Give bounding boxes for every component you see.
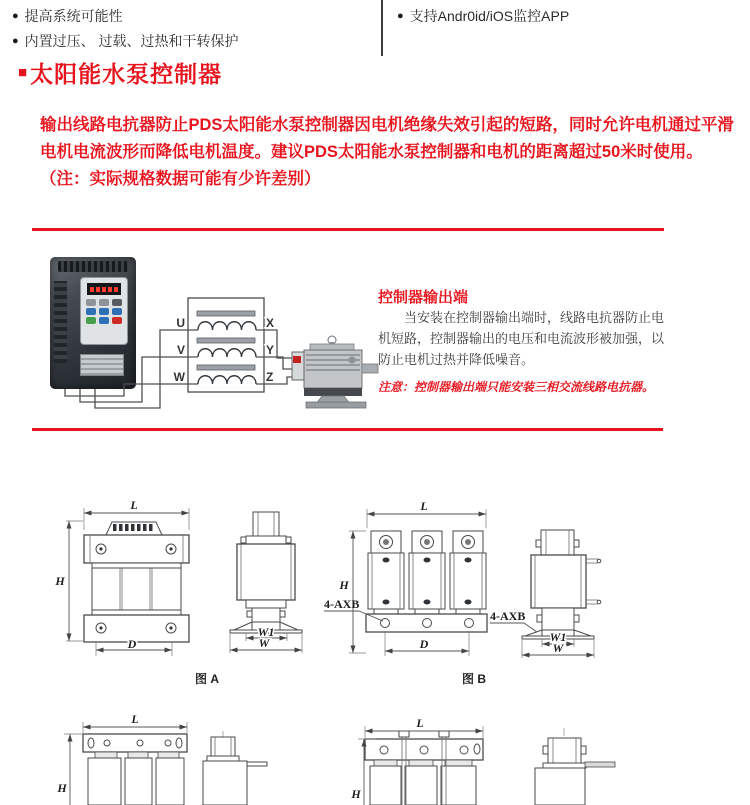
output-side-note: 注意：控制器输出端只能安装三相交流线路电抗器。 — [378, 380, 655, 394]
feature-list-left — [12, 4, 239, 54]
dim-label-D: D — [419, 637, 429, 651]
figure-b-side-drawing — [490, 530, 601, 658]
dim-label-W: W — [258, 636, 270, 650]
page-title: 太阳能水泵控制器 — [30, 61, 223, 87]
dim-label-L: L — [416, 716, 424, 730]
section-heading — [18, 56, 222, 89]
dim-label-H: H — [57, 781, 67, 795]
figure-a-front-drawing — [54, 498, 189, 656]
dim-label-W1: W1 — [549, 630, 567, 644]
output-side-heading: 控制器输出端 — [378, 289, 469, 306]
figure-a-caption: 图 A — [195, 672, 220, 686]
dim-label-L: L — [130, 498, 138, 512]
dim-label-H: H — [351, 787, 361, 801]
intro-paragraph: 输出线路电抗器防止PDS太阳能水泵控制器因电机绝缘失效引起的短路，同时允许电机通过平滑电机电流波形而降低电机温度。建议PDS太阳能水泵控制器和电机的距离超过50米时使用。（注：实际规格数据可能有少许差别） — [40, 116, 734, 188]
motor-indicator — [293, 356, 301, 363]
terminal-label-z: Z — [266, 370, 274, 384]
feature-item — [12, 4, 239, 29]
dimension-drawings — [0, 440, 750, 805]
hole-callout-label: 4-AXB — [490, 609, 526, 623]
figure-c-front-drawing — [56, 712, 187, 805]
terminal-label-x: X — [266, 316, 275, 330]
dim-label-L: L — [420, 499, 428, 513]
wire-w — [65, 384, 198, 396]
feature-item — [397, 4, 569, 29]
figure-d-side-drawing — [535, 728, 615, 805]
terminal-label-w: W — [173, 370, 185, 384]
red-divider-top — [32, 228, 664, 231]
bullet-icon: ● — [397, 10, 404, 22]
terminal-label-u: U — [176, 316, 185, 330]
dim-label-W1: W1 — [257, 625, 275, 639]
motor-image — [292, 336, 378, 408]
bullet-icon: ● — [12, 35, 19, 47]
square-marker-icon: ■ — [18, 64, 28, 81]
figure-c-side-drawing — [203, 731, 267, 805]
figure-b-front-drawing — [324, 499, 487, 656]
hole-callout-label: 4-AXB — [324, 597, 360, 611]
terminal-label-y: Y — [266, 343, 275, 357]
dim-label-W: W — [552, 641, 564, 655]
dim-label-L: L — [131, 712, 139, 726]
feature-text: 内置过压、 过载、过热和干转保护 — [24, 33, 239, 49]
terminal-label-v: V — [176, 343, 185, 357]
bullet-icon: ● — [12, 10, 19, 22]
output-side-body: 当安装在控制器输出端时，线路电抗器防止电机短路，控制器输出的电压和电流波形被加强，以防止电机过热并降低噪音。 — [378, 310, 665, 367]
dim-label-D: D — [127, 637, 137, 651]
feature-item — [12, 29, 239, 54]
dim-label-H: H — [339, 578, 349, 592]
column-divider — [381, 0, 383, 56]
figure-a-side-drawing — [230, 512, 302, 653]
feature-text: 支持Andr0id/iOS监控APP — [409, 8, 570, 24]
feature-text: 提高系统可能性 — [24, 8, 123, 24]
figure-d-front-drawing — [350, 716, 483, 805]
figure-b-caption: 图 B — [462, 672, 487, 686]
feature-list-right — [397, 4, 569, 29]
dim-label-H: H — [55, 574, 65, 588]
